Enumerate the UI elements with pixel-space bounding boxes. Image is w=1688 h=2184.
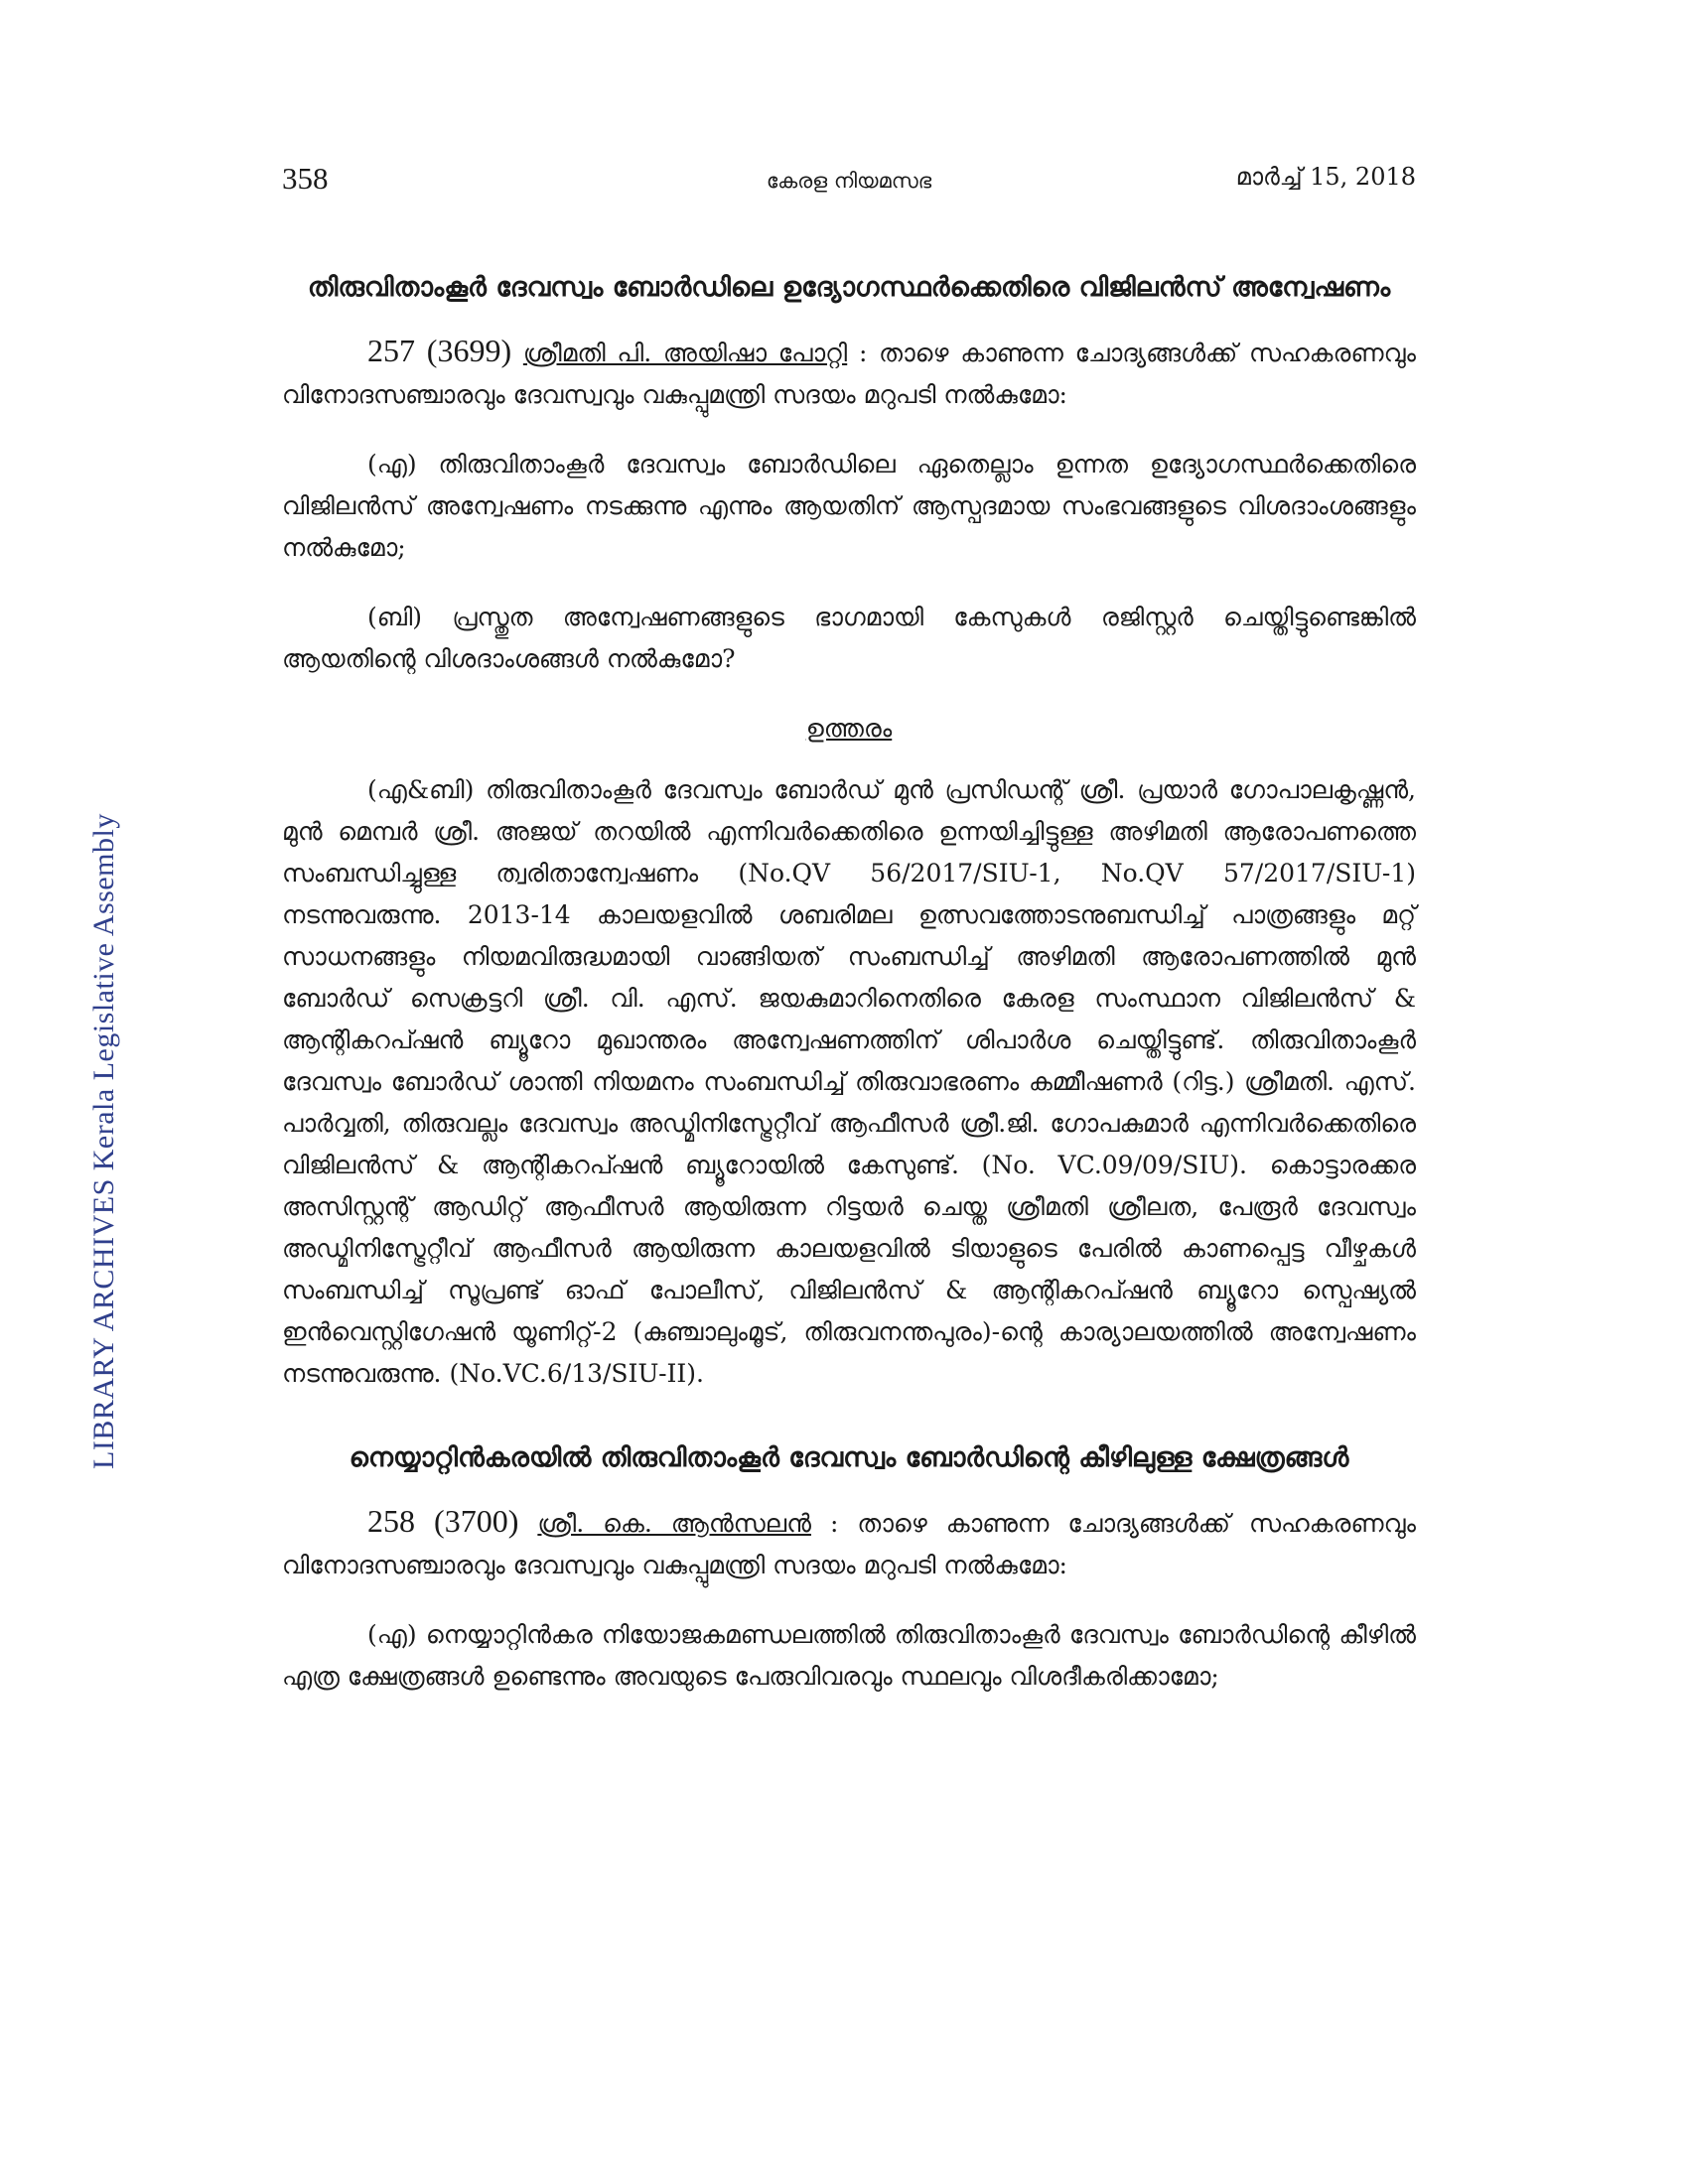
question-258-intro	[282, 1500, 1416, 1586]
question-257-part-a: (എ) തിരുവിതാംകൂർ ദേവസ്വം ബോർഡിലെ ഏതെല്ലാം ഉന്നത ഉദ്യോഗസ്ഥർക്കെതിരെ വിജിലൻസ് അന്വേഷണം നടക്കുന്നു എന്നും ആയതിന് ആസ്പദമായ സംഭവങ്ങളുടെ വിശദാംശങ്ങളും നൽകുമോ;	[282, 450, 1416, 562]
question-257-part-b: (ബി) പ്രസ്തുത അന്വേഷണങ്ങളുടെ ഭാഗമായി കേസുകൾ രജിസ്റ്റർ ചെയ്തിട്ടുണ്ടെങ്കിൽ ആയതിന്റെ വിശദാംശങ്ങൾ നൽകുമോ?	[282, 603, 1416, 673]
header-title: കേരള നിയമസഭ	[766, 169, 932, 193]
question-257-member: ശ്രീമതി പി. അയിഷാ പോറ്റി	[522, 339, 848, 367]
answer-label: ഉത്തരം	[805, 714, 893, 743]
question-257-heading: തിരുവിതാംകൂർ ദേവസ്വം ബോർഡിലെ ഉദ്യോഗസ്ഥർക്കെതിരെ വിജിലൻസ് അന്വേഷണം	[307, 272, 1391, 303]
page-content	[282, 266, 1416, 1698]
question-258-part-a: (എ) നെയ്യാറ്റിൻകര നിയോജകമണ്ഡലത്തിൽ തിരുവിതാംകൂർ ദേവസ്വം ബോർഡിന്റെ കീഴിൽ എത്ര ക്ഷേത്രങ്ങൾ ഉണ്ടെന്നും അവയുടെ പേരുവിവരവും സ്ഥലവും വിശദീകരിക്കാമോ;	[282, 1620, 1416, 1691]
question-257-intro	[282, 330, 1416, 416]
page-number: 358	[282, 161, 329, 196]
archive-watermark: LIBRARY ARCHIVES Kerala Legislative Assembly	[87, 813, 120, 1469]
question-258-member: ശ്രീ. കെ. ആൻസലൻ	[537, 1509, 811, 1538]
question-258-intro-text: : താഴെ കാണുന്ന ചോദ്യങ്ങൾക്ക് സഹകരണവും വിനോദസഞ്ചാരവും ദേവസ്വവും വകുപ്പുമന്ത്രി സദയം മറുപടി നൽകുമോ:	[282, 1509, 1417, 1579]
question-257-intro-text: : താഴെ കാണുന്ന ചോദ്യങ്ങൾക്ക് സഹകരണവും വിനോദസഞ്ചാരവും ദേവസ്വവും വകുപ്പുമന്ത്രി സദയം മറുപടി നൽകുമോ:	[282, 339, 1417, 409]
header-date: മാർച്ച് 15, 2018	[1235, 163, 1416, 191]
question-258-heading: നെയ്യാറ്റിൻകരയിൽ തിരുവിതാംകൂർ ദേവസ്വം ബോർഡിന്റെ കീഴിലുള്ള ക്ഷേത്രങ്ങൾ	[349, 1442, 1349, 1473]
question-258-number: 258 (3700)	[367, 1503, 519, 1539]
question-257-answer: (എ&ബി) തിരുവിതാംകൂർ ദേവസ്വം ബോർഡ് മുൻ പ്രസിഡന്റ് ശ്രീ. പ്രയാർ ഗോപാലകൃഷ്ണൻ, മുൻ മെമ്പർ ശ്രീ. അജയ് തറയിൽ എന്നിവർക്കെതിരെ ഉന്നയിച്ചിട്ടുള്ള അഴിമതി ആരോപണത്തെ സംബന്ധിച്ചുള്ള ത്വരിതാന്വേഷണം (No.QV 56/2017/SIU-1, No.QV 57/2017/SIU-1) നടന്നുവരുന്നു. 2013-14 കാലയളവിൽ ശബരിമല ഉത്സവത്തോടനുബന്ധിച്ച് പാത്രങ്ങളും മറ്റ് സാധനങ്ങളും നിയമവിരുദ്ധമായി വാങ്ങിയത് സംബന്ധിച്ച് അഴിമതി ആരോപണത്തിൽ മുൻ ബോർഡ് സെക്രട്ടറി ശ്രീ. വി. എസ്. ജയകുമാറിനെതിരെ കേരള സംസ്ഥാന വിജിലൻസ് & ആന്റികറപ്ഷൻ ബ്യൂറോ മുഖാന്തരം അന്വേഷണത്തിന് ശിപാർശ ചെയ്തിട്ടുണ്ട്. തിരുവിതാംകൂർ ദേവസ്വം ബോർഡ് ശാന്തി നിയമനം സംബന്ധിച്ച് തിരുവാഭരണം കമ്മീഷണർ (റിട്ട.) ശ്രീമതി. എസ്. പാർവ്വതി, തിരുവല്ലം ദേവസ്വം അഡ്മിനിസ്ട്രേറ്റീവ് ആഫീസർ ശ്രീ.ജി. ഗോപകുമാർ എന്നിവർക്കെതിരെ വിജിലൻസ് & ആന്റികറപ്ഷൻ ബ്യൂറോയിൽ കേസുണ്ട്. (No. VC.09/09/SIU). കൊട്ടാരക്കര അസിസ്റ്റന്റ് ആഡിറ്റ് ആഫീസർ ആയിരുന്ന റിട്ടയർ ചെയ്ത ശ്രീമതി ശ്രീലത, പേരൂർ ദേവസ്വം അഡ്മിനിസ്ട്രേറ്റീവ് ആഫീസർ ആയിരുന്ന കാലയളവിൽ ടിയാളുടെ പേരിൽ കാണപ്പെട്ട വീഴ്ചകൾ സംബന്ധിച്ച് സൂപ്രണ്ട് ഓഫ് പോലീസ്, വിജിലൻസ് & ആന്റികറപ്ഷൻ ബ്യൂറോ സ്പെഷ്യൽ ഇൻവെസ്റ്റിഗേഷൻ യൂണിറ്റ്-2 (കുഞ്ചാലുംമൂട്, തിരുവനന്തപുരം)-ന്റെ കാര്യാലയത്തിൽ അന്വേഷണം നടന്നുവരുന്നു. (No.VC.6/13/SIU-II).	[282, 775, 1416, 1388]
question-257-number: 257 (3699)	[367, 333, 512, 368]
page-header	[282, 161, 1416, 205]
